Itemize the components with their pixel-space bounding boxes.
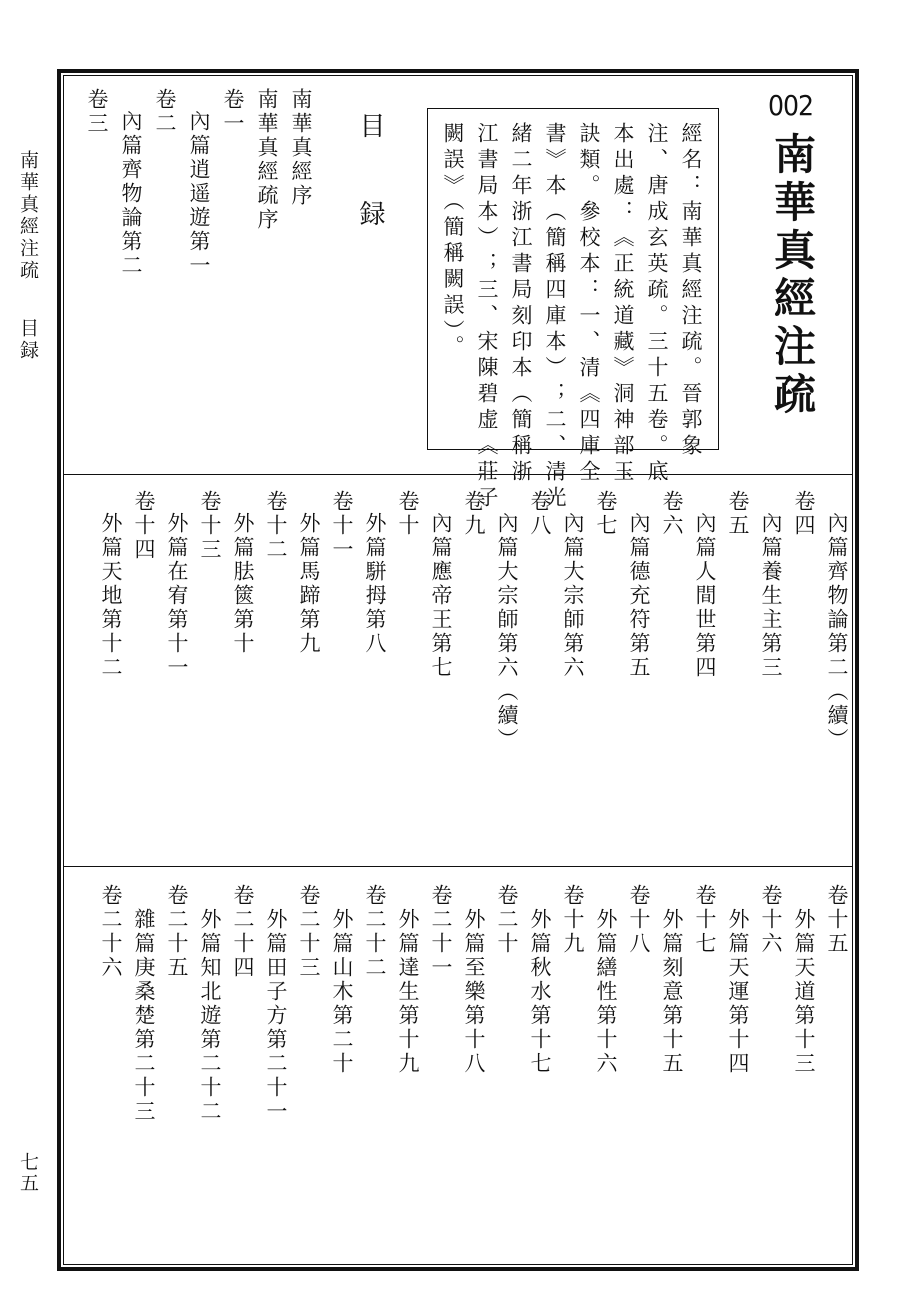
note-line: 書》本（簡稱四庫本）；二、清光 — [543, 122, 567, 512]
toc-chapter: 外篇達生第十九 — [396, 908, 420, 1076]
toc-chapter: 內篇養生主第三 — [759, 512, 783, 680]
toc-chapter: 內篇大宗師第六 — [561, 512, 585, 680]
note-line: 江書局本）；三、宋陳碧虚《莊子 — [475, 122, 499, 512]
toc-chapter: 外篇駢拇第八 — [363, 512, 387, 656]
note-line: 訣類。參校本：一、清《四庫全 — [577, 122, 601, 486]
toc-chapter: 雜篇庚桑楚第二十三 — [132, 908, 156, 1124]
toc-volume: 卷十九 — [561, 884, 585, 956]
toc-volume: 卷十六 — [759, 884, 783, 956]
toc-chapter: 外篇天地第十二 — [99, 512, 123, 680]
note-line: 本出處：《正統道藏》洞神部玉 — [611, 122, 635, 486]
margin-book-title: 南華真經注疏 — [17, 150, 39, 282]
toc-volume: 卷十二 — [264, 490, 288, 562]
section-divider-2 — [63, 866, 853, 867]
toc-volume: 卷十一 — [330, 490, 354, 562]
toc-chapter: 外篇刻意第十五 — [660, 908, 684, 1076]
toc-volume: 卷二 — [153, 88, 177, 136]
toc-chapter: 內篇齊物論第二（續） — [825, 512, 849, 752]
toc-chapter: 外篇田子方第二十一 — [264, 908, 288, 1124]
toc-chapter: 外篇至樂第十八 — [462, 908, 486, 1076]
toc-chapter: 外篇馬蹄第九 — [297, 512, 321, 656]
toc-volume: 卷十七 — [693, 884, 717, 956]
toc-volume: 卷八 — [528, 490, 552, 538]
toc-chapter: 內篇逍遥遊第一 — [187, 110, 211, 278]
toc-volume: 卷十四 — [132, 490, 156, 562]
toc-chapter: 外篇胠篋第十 — [231, 512, 255, 656]
toc-volume: 卷十八 — [627, 884, 651, 956]
toc-volume: 卷六 — [660, 490, 684, 538]
toc-volume: 卷五 — [726, 490, 750, 538]
toc-volume: 卷二十 — [495, 884, 519, 956]
toc-chapter: 內篇人間世第四 — [693, 512, 717, 680]
toc-entry: 南華真經疏序 — [255, 88, 279, 232]
toc-volume: 卷七 — [594, 490, 618, 538]
toc-chapter: 內篇大宗師第六（續） — [495, 512, 519, 752]
toc-volume: 卷一 — [221, 88, 245, 136]
toc-volume: 卷四 — [792, 490, 816, 538]
toc-volume: 卷二十二 — [363, 884, 387, 980]
toc-volume: 卷二十五 — [165, 884, 189, 980]
toc-chapter: 外篇秋水第十七 — [528, 908, 552, 1076]
note-box — [427, 108, 719, 450]
toc-volume: 卷二十一 — [429, 884, 453, 980]
toc-chapter: 內篇應帝王第七 — [429, 512, 453, 680]
toc-volume: 卷十三 — [198, 490, 222, 562]
toc-chapter: 外篇天道第十三 — [792, 908, 816, 1076]
contents-heading: 目 録 — [355, 112, 385, 244]
margin-section-label: 目録 — [17, 318, 39, 362]
toc-volume: 卷九 — [462, 490, 486, 538]
note-line: 闕誤》（簡稱闕誤）。 — [441, 122, 465, 361]
toc-chapter: 外篇天運第十四 — [726, 908, 750, 1076]
toc-chapter: 外篇山木第二十 — [330, 908, 354, 1076]
toc-chapter: 外篇在宥第十一 — [165, 512, 189, 680]
toc-volume: 卷三 — [85, 88, 109, 136]
toc-volume: 卷二十三 — [297, 884, 321, 980]
note-line: 注、唐成玄英疏。三十五卷。底 — [645, 122, 669, 486]
toc-chapter: 外篇繕性第十六 — [594, 908, 618, 1076]
toc-chapter: 外篇知北遊第二十二 — [198, 908, 222, 1124]
toc-chapter: 內篇德充符第五 — [627, 512, 651, 680]
book-number: 002 — [768, 89, 814, 122]
toc-volume: 卷十 — [396, 490, 420, 538]
book-title: 南華真經注疏 — [768, 132, 817, 420]
note-line: 緒二年浙江書局刻印本（簡稱浙 — [509, 122, 533, 486]
toc-entry: 南華真經序 — [289, 88, 313, 208]
toc-chapter: 內篇齊物論第二 — [119, 110, 143, 278]
toc-volume: 卷二十四 — [231, 884, 255, 980]
page-number: 七五 — [17, 1152, 39, 1194]
toc-volume: 卷十五 — [825, 884, 849, 956]
section-divider-1 — [63, 474, 853, 475]
toc-volume: 卷二十六 — [99, 884, 123, 980]
note-line: 經名：南華真經注疏。晉郭象 — [679, 122, 703, 460]
